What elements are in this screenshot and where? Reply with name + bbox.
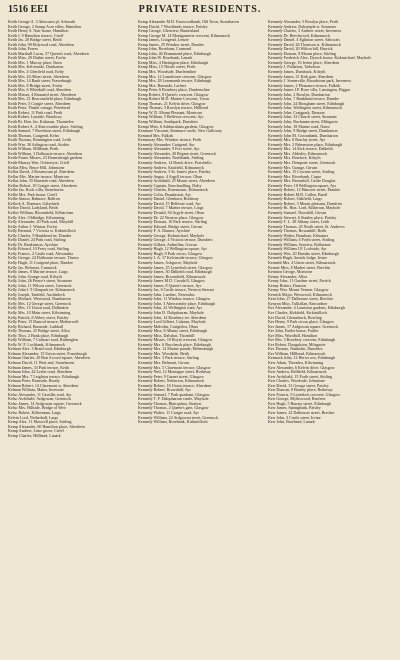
directory-entry: Ker William, Hillhead, Kilmarnock bbox=[268, 351, 326, 356]
directory-entry: Kelly John, 11 Wilson street, Greenock bbox=[8, 283, 72, 288]
column-2 bbox=[138, 20, 262, 438]
directory-entry: Kemp James, Craigend, Lenzie bbox=[138, 38, 189, 43]
directory-entry: Kennedy Mrs. Broomhill, Castle Douglas bbox=[268, 179, 336, 184]
directory-entry: Kenny Alexander, Alloa bbox=[268, 274, 308, 279]
directory-entry: Kelly Edward, 10 Ferry road, Stirling bbox=[8, 247, 69, 252]
directory-entry: Keith William, 3 Dalhousie terrace, Aberdeen bbox=[8, 151, 83, 156]
directory-entry: Kelly Dr. Rankinston, Ayrshire bbox=[8, 242, 59, 247]
directory-entry: Kennedy Walter, Burnbrae, Kilmaurs bbox=[268, 233, 329, 238]
directory-entry: Kenneth Mrs. 4 Union street, Kilmarnock bbox=[268, 260, 336, 265]
directory-entry: Kemp Mrs. 12 Lansdowne crescent, Glasgow bbox=[138, 74, 212, 79]
directory-entry: Kerr David, 31 George street, Paisley bbox=[268, 383, 329, 388]
directory-entry: Kennedy Rt. Hon. Lord, Kilkerran, Maybole bbox=[268, 206, 341, 211]
directory-entry: Kennedy Andrew, Eastfield, Kilmarnock bbox=[138, 165, 204, 170]
directory-entry: Keith Miss, 20 Duthie street, Forfar bbox=[8, 56, 66, 61]
directory-entry: Kemp Mrs. 28 Learmonth terrace, Edinburgh bbox=[138, 79, 212, 84]
directory-entry: Kennedy J. Fullarton, Tarbolton bbox=[268, 65, 320, 70]
directory-entry: Kelly William, 7 Cathcart road, Rutherglen bbox=[8, 338, 78, 343]
directory-entry: Kennedy J. Somerville, Broadstone park, Inverness bbox=[268, 79, 352, 84]
directory-entry: Kennedy Mrs. 5 Claremont terrace, Glasgow bbox=[138, 365, 211, 370]
directory-entry: Kemp Thomas, 3 Rosslyn terrace, Hillhead bbox=[138, 106, 208, 111]
directory-entry: Kennedy William, 22 Ardgowan street, Greenock bbox=[138, 415, 219, 420]
directory-entry: Kellas Miss, Bruce Hill, Johnstone bbox=[8, 165, 65, 170]
column-3 bbox=[268, 20, 392, 438]
directory-entry: Kennedy James, 30 Dalkeith road, Edinburgh bbox=[138, 270, 212, 275]
directory-entry: Kennedy Mrs. Braeface, Kilsyth bbox=[268, 156, 321, 161]
directory-entry: Kennedy Stewart, 6 Stanley place, Paisley bbox=[268, 215, 337, 220]
directory-entry: Keith George A. 3 Abercairn pl. Arbroath bbox=[8, 20, 76, 24]
directory-entry: Kerr John, 3 Castle street, Irvine bbox=[268, 415, 321, 420]
directory-entry: Kelly Peter, 15 Dunrod terrace, Motherwell bbox=[8, 320, 79, 325]
directory-entry: Kelly Jas. Belmont, Cumnock bbox=[8, 265, 57, 270]
directory-entry: Kennedy Donald, 30 Argyle street, Oban bbox=[138, 210, 205, 215]
directory-entry: Kenyon Miss, Tulliallan, Kincardine bbox=[268, 301, 328, 306]
directory-entry: Kelly Mrs. 15 Union road, Dalbeattie bbox=[8, 306, 69, 311]
directory-entry: Kennedy Robert, Netherton, Kilmarnock bbox=[138, 379, 205, 384]
directory-entry: Kelly Mrs. 10 Main street, Kilwinning bbox=[8, 311, 71, 315]
directory-entry: Kennedy John, 18 Marine road, Nairn bbox=[268, 124, 330, 129]
directory-entry: Kennedy Peter, 9 Garnet street, Glasgow bbox=[138, 374, 205, 379]
directory-entry: Kennie Miss, 8 Market street, Brechin bbox=[268, 265, 330, 270]
directory-entry: Kennedy John, 9 Bridge street, Dumbarton bbox=[268, 129, 338, 134]
directory-entry: Kennedy John, 14 Rosebery ter. Aberdeen bbox=[138, 315, 207, 320]
directory-entry: Kerr Adam, Thornlea, Kilwinning bbox=[268, 361, 324, 366]
directory-entry: Kennedy Samuel, 7 Park quadrant, Glasgow bbox=[138, 392, 210, 397]
directory-entry: Kellas Robert, 10 Craigie street, Aberdeen bbox=[8, 183, 77, 188]
directory-entry: Kennedy David, 7 Marine terrace, Largs bbox=[138, 206, 204, 211]
directory-entry: Kerr Alexander, 6 Kelvin drive, Glasgow bbox=[268, 365, 335, 370]
directory-entry: Kenny Robert, Dunoon bbox=[268, 283, 306, 288]
directory-entry: Kennedy Alexander, 20 Regent street, Greenock bbox=[138, 151, 217, 156]
directory-entry: Kelman William, Mains, Inverurie bbox=[8, 388, 64, 393]
directory-entry: Ker Robert, Dougalston, Milngavie bbox=[268, 342, 326, 347]
directory-entry: Ker David, Glenarbuck, Bowling bbox=[268, 315, 322, 320]
directory-entry: Keith Mrs. 20 Albert street, Aberdeen bbox=[8, 74, 70, 79]
directory-entry: Kenrick Major, Westwood, Kilmarnock bbox=[268, 292, 333, 297]
directory-entry: Kenny Wm. Mount Vernon, Glasgow bbox=[268, 288, 329, 293]
directory-entry: Keith Misses, 4 Kinnaird street, Aberdeen bbox=[8, 92, 76, 97]
directory-entry: Ker James, 17 Ardgowan square, Greenock bbox=[268, 324, 339, 329]
directory-entry: Keith Henry S. Nair house, Hamilton bbox=[8, 29, 69, 34]
directory-entry: Keith Robert, Lyndale, Banchory bbox=[8, 115, 62, 120]
directory-entry: Kennedy Malcolm, Craigielea, Oban bbox=[138, 324, 198, 329]
directory-entry: Kemp George, Glenview, Burntisland bbox=[138, 29, 200, 34]
directory-entry: Kelly Bernard, 7 Victoria st. Kirkintilloch bbox=[8, 229, 76, 234]
directory-entry: Kennedy Mrs. Dempster street, Greenock bbox=[268, 160, 336, 165]
directory-entry: Kemp Alex. 11 Maxwell place, Stirling bbox=[8, 420, 72, 425]
directory-entry: Kennedy Mrs. Alderley, Kilmarnock bbox=[268, 151, 328, 156]
directory-entry: Kemp William, 5 Bellevue crescent, Ayr bbox=[138, 115, 204, 120]
directory-entry: Kelso James, 14 Ardgowan square, Greenock bbox=[8, 401, 82, 406]
directory-entry: Kerr Charles, Woodside, Johnstone bbox=[268, 379, 326, 384]
directory-entry: Kennedy Peter, 10 Wellington square, Ayr bbox=[268, 183, 336, 188]
directory-entry: Kelly John, 26 Prince's street, Stranraer bbox=[8, 279, 73, 284]
directory-entry: Kennedy Mrs. 12 Marine parade, Helensburgh bbox=[138, 347, 214, 352]
directory-entry: Keith Mrs. Kelvinside, Dunbarton bbox=[8, 65, 64, 70]
directory-entry: Kennedy Alexander, 9 Fort street, Ayr bbox=[138, 147, 200, 152]
directory-entry: Keith William, Millbank, Perth bbox=[8, 147, 59, 152]
directory-entry: Kemp Peter, 6 Rosebery place, Dunfermline bbox=[138, 88, 210, 93]
directory-entry: Kennedy Captain, Knocknalling, Dalry bbox=[138, 183, 202, 188]
directory-entry: Kellie Jas. Rock villa, Stonehaven bbox=[8, 188, 64, 193]
directory-entry: Kennedy Andrew, 3 St. James' place, Paisley bbox=[138, 170, 211, 175]
directory-entry: Ker John, Fairlie house, Fairlie bbox=[268, 329, 319, 334]
directory-entry: Kennedy John, Lanfine, Newmilns bbox=[138, 292, 195, 297]
directory-entry: Keith Jas. 20 Bridge street, Beith bbox=[8, 38, 62, 43]
directory-entry: Keith Peter, Thistle cottage, Peterhead bbox=[8, 106, 71, 111]
directory-entry: Kennion George, Montrose bbox=[268, 270, 313, 275]
directory-entry: Kennaway Mrs. Windsor terrace, Perth bbox=[138, 138, 202, 143]
directory-entry: Kennedy David, 26 Thomson st. Kilmarnock bbox=[268, 42, 341, 47]
directory-entry: Kennedy Daniel, Glenburn, Rothesay bbox=[138, 197, 199, 202]
directory-entry: Kennedy Walter, 11 Craigie road, Ayr bbox=[138, 411, 199, 416]
directory-entry: Kennedy Mrs. 14 Kirk terrace, Dalkeith bbox=[268, 147, 333, 152]
directory-entry: Kelman John, 42 Leslie road, Aberdeen bbox=[8, 370, 73, 375]
directory-entry: Kelman David, 11 West end, Stonehaven bbox=[8, 361, 75, 366]
directory-entry: Kennedy Hugh, 9 Park circus, Glasgow bbox=[138, 251, 203, 256]
directory-entry: Kemp W. D. Mount Pleasant, Montrose bbox=[138, 110, 203, 115]
directory-entry: Kemp Miss, 4 Hartington place, Edinburgh bbox=[138, 60, 208, 65]
directory-entry: Kennedy William, 6 Forth street, Stirling bbox=[268, 238, 335, 243]
directory-entry: Kennedy Charles, Rosemount, Kilmarnock bbox=[138, 188, 208, 193]
directory-entry: Kennedy James, 25 Lynedoch street, Glasgow bbox=[138, 265, 213, 270]
directory-entry: Kennedy John, 22 Wellington road, Ayr bbox=[138, 306, 203, 311]
directory-entry: Kennedy F. A. Dunure, Ayrshire bbox=[138, 229, 191, 234]
directory-entry: Kennedy Frederick Alex. Dyrock house, Kirkmichael, Maybole bbox=[268, 56, 372, 61]
directory-entry: Kennedy Edward, Bridge street, Girvan bbox=[138, 224, 203, 229]
directory-entry: Kennedy George, 4 Victoria terrace, Dumfries bbox=[138, 238, 213, 243]
directory-entry: Kemp Charles, Hillhead, Lanark bbox=[8, 433, 61, 438]
directory-entry: Kemp James, 25 Windsor street, Dundee bbox=[138, 42, 204, 47]
directory-entry: Kerr James, Springbank, Paisley bbox=[268, 406, 321, 411]
page-title: PRIVATE RESIDENTS. bbox=[138, 4, 262, 15]
directory-entry: Kennedy Thomas, 45 North street, St. Andrews bbox=[268, 224, 345, 229]
directory-entry: Kemp Robert M.D. Marine Crescent, Troon bbox=[138, 97, 210, 102]
directory-entry: Kelly Mrs. 12 George street, Greenock bbox=[8, 301, 71, 306]
directory-entry: Kennedy Duncan, 8 Mount place, Stirling bbox=[268, 51, 336, 56]
directory-entry: Kennedy John M. Gowanbank, Dumbarton bbox=[268, 133, 338, 138]
page-number: 1516 EEI bbox=[8, 4, 48, 15]
directory-entry: Ker Henry, 9 Park circus place, Glasgow bbox=[268, 320, 335, 325]
directory-entry: Kelly Francis, 2 Castle road, Alexandria bbox=[8, 251, 74, 256]
directory-entry: Kennedy John, Buchanan street, Milngavie bbox=[268, 120, 338, 125]
directory-entry: Kelvin Lord, Netherhall, Largs bbox=[8, 415, 59, 420]
directory-entry: Kemp Mrs. Woodside, Dunfermline bbox=[138, 70, 197, 75]
directory-columns bbox=[8, 20, 392, 438]
directory-entry: Kennedy Mrs. Belmont, Girvan bbox=[138, 361, 190, 366]
directory-entry: Kelman Mrs. 7 Leighton terrace, Edinburgh bbox=[8, 374, 80, 379]
directory-entry: Kennedy Misses, 10 Royal crescent, Glasgow bbox=[138, 338, 213, 343]
directory-entry: Kennedy Gilbert, Ardmillan, Girvan bbox=[138, 242, 197, 247]
directory-entry: Kelso Archibald, Ardgowan, Greenock bbox=[8, 397, 72, 402]
directory-entry: Kennedy Daniel, 4 Eglinton street, Saltcoats bbox=[268, 38, 340, 43]
directory-entry: Kemp Alexander, 60 Hamilton place, Aberdeen bbox=[8, 424, 85, 429]
directory-entry: Kemp Thomas, 21 Kelvin drive, Glasgow bbox=[138, 101, 206, 106]
directory-entry: Kennedy Duncan, 10 Park terrace, Stirling bbox=[138, 220, 207, 225]
directory-entry: Kennedy William, Rosebank, Kirkintilloch bbox=[138, 420, 208, 425]
directory-entry: Kennedy Mrs. 3 Park terrace, Stirling bbox=[138, 356, 199, 361]
directory-entry: Keith Robert A. 4 Abercrombie place, Stirling bbox=[8, 124, 83, 129]
directory-entry: Kennedy Wm. 20 Dundas street, Edinburgh bbox=[268, 251, 339, 256]
directory-entry: Kennedy James, 2 Pleasance terrace, Falkirk bbox=[268, 83, 341, 88]
directory-entry: Kelly Daniel, 24 Park road, Stirling bbox=[8, 238, 66, 243]
directory-entry: Keith Marshall Lucas, 57 Queen's road, Aberdeen bbox=[8, 51, 89, 56]
directory-entry: Kempt Miss, 6 Ashburnham gardens, Glasgow bbox=[138, 124, 214, 129]
directory-entry: Kennedy Miss, 8 Albany street, Edinburgh bbox=[138, 329, 208, 334]
directory-entry: Kennedy James M.D. Crosshill, Glasgow bbox=[138, 279, 206, 284]
directory-entry: Kennedy John, 2 Rosslyn, Dumbarton bbox=[268, 92, 330, 97]
directory-entry: Keith Rt. Hon. Jas. Kirkman, Thornielee bbox=[8, 120, 74, 125]
directory-entry: Keith Mrs. 14 Bank street, Fraserburgh bbox=[8, 79, 72, 84]
directory-entry: Kennedy James J.P. Rose villa, Lamington, Biggar bbox=[268, 88, 351, 93]
directory-entry: Kelso Alexander, 11 Cassillis road, Ayr bbox=[8, 392, 72, 397]
directory-entry: Kennedy Alexander, Craigend, Ayr bbox=[138, 142, 195, 147]
directory-entry: Kennedy Colin, Dunalastair, Ayr bbox=[138, 192, 191, 197]
directory-entry: Kennedy Archibald, 25 Mount street, Aberdeen bbox=[138, 179, 215, 184]
directory-entry: Kelso Robert, Kilbrennan, Largs bbox=[8, 411, 61, 416]
directory-entry: Kennedy Mrs. Riverbank, Cupar bbox=[268, 174, 321, 179]
directory-entry: Kennedy Lord Gilbert, Culzean, Maybole bbox=[138, 320, 206, 325]
directory-entry: Kennedy Mrs. 2 Palmerston place, Edinburgh bbox=[268, 142, 342, 147]
directory-entry: Keith-Fraser Misses, 23 Drumsheugh gardens bbox=[8, 156, 83, 161]
directory-entry: Kellock A. Dunearn, Galashiels bbox=[8, 201, 60, 206]
directory-entry: Kelly W. F. Lochbank, Kilmarnock bbox=[8, 342, 65, 347]
directory-entry: Kennedy James, 21 Kirk gate, Aberdeen bbox=[268, 74, 334, 79]
directory-entry: Kelly Thos. 2 Bank place, Edinburgh bbox=[8, 333, 69, 338]
directory-entry: Kennedy James, 8 Queen's terrace, Ayr bbox=[138, 283, 202, 288]
directory-entry: Kelly John J. 9 Glenpark ter. Kilmarnock bbox=[8, 288, 75, 293]
directory-entry: Ker Miss, Woodhill, Hamilton bbox=[268, 333, 318, 338]
directory-entry: Kennedy Miss, Dalwhat, Thornhill bbox=[138, 333, 195, 338]
directory-entry: Kenmure Viscount, Kenmure castle, New Galloway bbox=[138, 129, 223, 134]
directory-entry: Kennedy William, Seaview, Ballantrae bbox=[268, 242, 331, 247]
directory-entry: Kennedy Robert, 3 Mount pleasant, Dumfries bbox=[268, 201, 343, 206]
directory-entry: Kemp John, 46 Drummond place, Edinburgh bbox=[138, 51, 211, 56]
directory-entry: Keith Samuel, 7 Ravelston street, Edinburgh bbox=[8, 129, 81, 134]
directory-entry: Kennedy John, 11 Windsor terrace, Glasgow bbox=[138, 297, 211, 302]
directory-entry: Kennedy Angus, 4 Argyll terrace, Oban bbox=[138, 174, 203, 179]
directory-entry: Kellas Mrs. Marine terrace, Montrose bbox=[8, 174, 70, 179]
directory-entry: Kellas David, 2 Rosemount pl. Aberdeen bbox=[8, 170, 75, 175]
directory-entry: Kennedy Mrs. 15 Cowane street, Stirling bbox=[268, 170, 335, 175]
directory-entry: Kerr Archibald, 15 Forth street, Stirling bbox=[268, 374, 333, 379]
directory-entry: Ker Charles, Kirkfield, Kirkintilloch bbox=[268, 311, 328, 315]
directory-entry: Kennedy James, Ashgrove, Maybole bbox=[138, 260, 198, 265]
directory-entry: Keith Mrs. 8 Bridge street, Forfar bbox=[8, 83, 63, 88]
directory-entry: Kelly Alex. Oldbridge, Kilwinning bbox=[8, 215, 65, 220]
directory-entry: Kennedy John, 33 Church street, Stranraer bbox=[268, 115, 337, 120]
directory-entry: Kennedy James, Broomfield, Kilmarnock bbox=[138, 274, 206, 279]
directory-entry: Kennedy Hugh, 12 Wellington square, Ayr bbox=[138, 247, 207, 252]
directory-entry: Keith Peter, 5 Craigie street, Aberdeen bbox=[8, 101, 71, 106]
directory-entry: Kelly Alexander, 20 Park road, Maryhill bbox=[8, 220, 74, 225]
directory-entry: Kennedy Mrs. Grange, Girvan bbox=[268, 165, 318, 170]
directory-entry: Kerr Andrew, Bellfield, Kilmarnock bbox=[268, 370, 327, 375]
directory-entry: Kelman Alex. 3 Braid road, Edinburgh bbox=[8, 347, 71, 352]
directory-entry: Keith J. 9 Hamilton terrace, Crieff bbox=[8, 33, 64, 38]
directory-entry: Kennedy John, Wellington street, Kilmarnock bbox=[268, 106, 343, 111]
directory-entry: Kemp Miss, 15 Thistle street, Perth bbox=[138, 65, 196, 70]
directory-entry: Kenneth Hugh, Annick lodge, Irvine bbox=[268, 256, 328, 261]
directory-entry: Keith Thomas, Bonnington road, Leith bbox=[8, 138, 71, 143]
directory-entry: Kemp Andrew, Lime grove, Crieff bbox=[8, 429, 64, 434]
directory-entry: Keith Wm. 30 Arlington road, Airdrie bbox=[8, 142, 70, 147]
directory-entry: Kelman Robert, 14 Claremont st. Aberdeen bbox=[8, 383, 79, 388]
directory-entry: Ker Thomas, Nunholm, Dumfries bbox=[268, 347, 323, 352]
directory-entry: Kellas John, 55 Braeside road, Aberdeen bbox=[8, 179, 74, 184]
directory-entry: Kerr Francis, 9 Lynedoch crescent, Glasgow bbox=[268, 392, 341, 397]
directory-entry: Keith Mrs. 6 Whitehall road, Aberdeen bbox=[8, 88, 72, 93]
directory-entry: Kemp Mrs. Burnside, Larbert bbox=[138, 83, 186, 88]
directory-entry: Kelly Arthur J. Winton, Forfar bbox=[8, 224, 58, 229]
directory-entry: Kelly Thomas, 25 Bridge street, Alloa bbox=[8, 329, 70, 334]
directory-entry: Ker Alexander, 4 Lauriston gardens, Edinburgh bbox=[268, 306, 345, 311]
directory-entry: Kennedy Mrs. 6 Barclay street, Ayr bbox=[268, 138, 326, 143]
directory-entry: Kennedy Mrs. 6 Buccleuch place, Edinburgh bbox=[138, 342, 211, 347]
directory-entry: Kelloe David, Ladyland, Beith bbox=[8, 206, 58, 211]
directory-entry: Kent John, 27 Dalhousie street, Brechin bbox=[268, 297, 333, 302]
directory-entry: Kerr John, Braehead, Lanark bbox=[268, 420, 315, 425]
directory-entry: Kemp Robert, 8 Queen's crescent, Glasgow bbox=[138, 92, 209, 97]
directory-entry: Kelly James, 8 Marine terrace, Largs bbox=[8, 270, 68, 275]
directory-entry: Kellie Mrs. Park house, Crieff bbox=[8, 192, 57, 197]
directory-entry: Kelly Hugh, 11 Craigend place, Dundee bbox=[8, 260, 73, 265]
directory-entry: Kennedy Andrew, 14 Beach drive, Portobello bbox=[138, 160, 212, 165]
directory-entry: Kelman James, 33 Park terrace, Keith bbox=[8, 365, 70, 370]
directory-entry: Kennedy John, 7 Bankhead terrace, Dundee bbox=[268, 97, 340, 102]
directory-entry: Keith Mrs. 4 Glenfield road, Kelty bbox=[8, 70, 65, 75]
directory-entry: Kerr James, 22 Dalhousie street, Brechin bbox=[268, 411, 335, 416]
directory-entry: Kennedy J. A. 17 Kelvinside terrace, Glasgow bbox=[138, 256, 213, 261]
directory-entry: Kennedy Robert, Oakfield, Largs bbox=[268, 197, 322, 202]
directory-entry: Kelly Charles, 9 Bankhead ter. Dundee bbox=[8, 233, 72, 238]
directory-entry: Kemp William, Southpark, Dumfries bbox=[138, 120, 198, 125]
directory-entry: Kennedy Dr. Beechwood, Kilmarnock bbox=[268, 33, 331, 38]
directory-entry: Keith John, Forres bbox=[8, 47, 39, 52]
directory-entry: Kelly John, Grange road, Kilsyth bbox=[8, 274, 62, 279]
directory-entry: Kelloe William, Bloomfield, Kilbarchan bbox=[8, 210, 74, 215]
directory-entry: Keith George, 2 Stamp Acre villas, Hamilton bbox=[8, 24, 81, 29]
directory-entry: Kennedy David, 15 Bellevue road, Ayr bbox=[138, 201, 201, 206]
directory-entry: Kelso Mrs. Hillside, Bridge of Weir bbox=[8, 406, 66, 411]
directory-entry: Kennedy David, 20 Wilton hill, Hawick bbox=[268, 47, 333, 52]
directory-entry: Kennedy Samuel, Thornhill, Girvan bbox=[268, 210, 327, 215]
directory-entry: Keith John, 90 Holyrood road, Aberdeen bbox=[8, 42, 74, 47]
directory-entry: Kennedy Robert, Brownhill, Ayr bbox=[138, 388, 191, 393]
directory-entry: Kellie Simon, Balmore, Balfron bbox=[8, 197, 60, 202]
directory-entry: Kennedy Robert, 12 Hanover street, Dundee bbox=[268, 188, 341, 193]
directory-entry: Kennedy T. L. 28 Albany street, Leith bbox=[268, 220, 330, 225]
directory-entry: Kenny John, 11 Gardner street, Partick bbox=[268, 279, 331, 284]
directory-entry: Kermack John, 12 Heriot row, Edinburgh bbox=[268, 356, 335, 361]
directory-entry: Kennedy Alexander, Northbank, Stirling bbox=[138, 156, 204, 161]
directory-entry: Keith Robert, 11 Park road, Perth bbox=[8, 110, 63, 115]
directory-entry: Kennedy John, Craigpark, Dunoon bbox=[268, 110, 325, 115]
directory-entry: Kennedy John, 24 Brougham street, Edinburgh bbox=[268, 101, 345, 106]
directory-entry: Keith Mrs. 1 Murray place, Ibrox bbox=[8, 60, 63, 65]
directory-entry: Kelman Peter, Burnside, Huntly bbox=[8, 379, 60, 384]
directory-entry: Kennedy Alexander, 5 Rosslyn place, Perth bbox=[268, 20, 339, 24]
directory-entry: Kennedy Robert M.D. Cullen, Banff bbox=[268, 192, 328, 197]
column-1 bbox=[8, 20, 132, 438]
directory-entry: Kemp Alexander M.D. Eastwoodbank, Old Town, Stonehaven bbox=[138, 20, 240, 24]
directory-entry: Kemp John, Roseburn, Cramond bbox=[138, 47, 192, 52]
directory-entry: Kelly Joseph, Tanfield, Auchinleck bbox=[8, 292, 65, 297]
directory-entry: Kemp David, 7 Woodlands terrace, Paisley bbox=[138, 24, 208, 29]
directory-entry: Kerr Duncan, 8 Battery place, Rothesay bbox=[268, 388, 333, 393]
directory-entry: Kennedy Thomas, Rowanhill, Beith bbox=[268, 229, 327, 234]
directory-entry: Kennedy Andrew, Dalrymple st. Stranraer bbox=[268, 24, 337, 29]
directory-entry: Keith-Murray Wm. Ochtertyre, Crieff bbox=[8, 160, 70, 165]
directory-entry: Kennedy Thomas, 2 Queen's gate, Glasgow bbox=[138, 406, 209, 411]
directory-entry: Kennedy Charles, 3 Andrew street, Inverness bbox=[268, 29, 342, 34]
directory-entry: Kennedy Neil, 12 Montague street, Rothesay bbox=[138, 370, 211, 375]
directory-entry: Kennedy George, 16 Irvine place, Aberdeen bbox=[268, 60, 340, 65]
directory-entry: Kemp George M. 14 Montgomerie crescent, Kilmarnock bbox=[138, 33, 231, 38]
directory-entry: Kelly Michael, Westwood, Dumbarton bbox=[8, 297, 71, 302]
page-header bbox=[8, 4, 392, 18]
directory-entry: Kerr George, Blythswood, Renfrew bbox=[268, 397, 326, 402]
directory-entry: Kelman Alexander, 15 Union street, Fraserburgh bbox=[8, 351, 87, 356]
directory-entry: Keith Mrs. 21 Beaconsfield place, Edinburgh bbox=[8, 97, 82, 102]
directory-entry: Kelly Richard, Burnside, Larkhall bbox=[8, 324, 64, 329]
directory-entry: Kerr Hugh, 5 Barony street, Edinburgh bbox=[268, 401, 332, 406]
directory-entry: Kennedy Robert, 16 Union terrace, Aberdeen bbox=[138, 383, 212, 388]
directory-entry: Kelly George, 24 Dalhousie terrace, Thurso bbox=[8, 256, 79, 261]
directory-entry: Kennedy T. F. Dalquharran castle, Maybole bbox=[138, 397, 209, 402]
directory-entry: Kennedy John D. Dalquharran, Maybole bbox=[138, 311, 204, 315]
directory-entry: Kennard Mrs. Falkirk bbox=[138, 133, 174, 138]
directory-entry: Kennedy William J.P. Lochside, Ayr bbox=[268, 247, 327, 252]
directory-entry: Kennedy Thomas, Blairquhan, Straiton bbox=[138, 401, 202, 406]
directory-entry: Kelman Charles, 20 Bon Accord square, Aberdeen bbox=[8, 356, 90, 361]
directory-entry: Kemp John W. Rosebank, Lanark bbox=[138, 56, 193, 61]
directory-entry: Kennedy John, 3 Abercromby place, Edinburgh bbox=[138, 301, 216, 306]
directory-entry: Kennedy Dr. 22 Newton place, Glasgow bbox=[138, 215, 204, 220]
directory-entry: Kennedy George, Kirkmichael, Maybole bbox=[138, 233, 205, 238]
directory-entry: Keith Thomas, Craigend, Kelso bbox=[8, 133, 60, 138]
directory-entry: Ker Mrs. 3 Rosebery crescent, Edinburgh bbox=[268, 338, 336, 343]
directory-entry: Kennedy Jas. 6 Castle terrace, Newton Stewart bbox=[138, 288, 214, 293]
directory-entry: Kelly Patrick, 8 Abbey street, Paisley bbox=[8, 315, 69, 320]
directory-entry: Kennedy James, Dumbuck, Kilsyth bbox=[268, 70, 326, 75]
directory-entry: Kennedy Mrs. Woodside, Beith bbox=[138, 351, 189, 356]
